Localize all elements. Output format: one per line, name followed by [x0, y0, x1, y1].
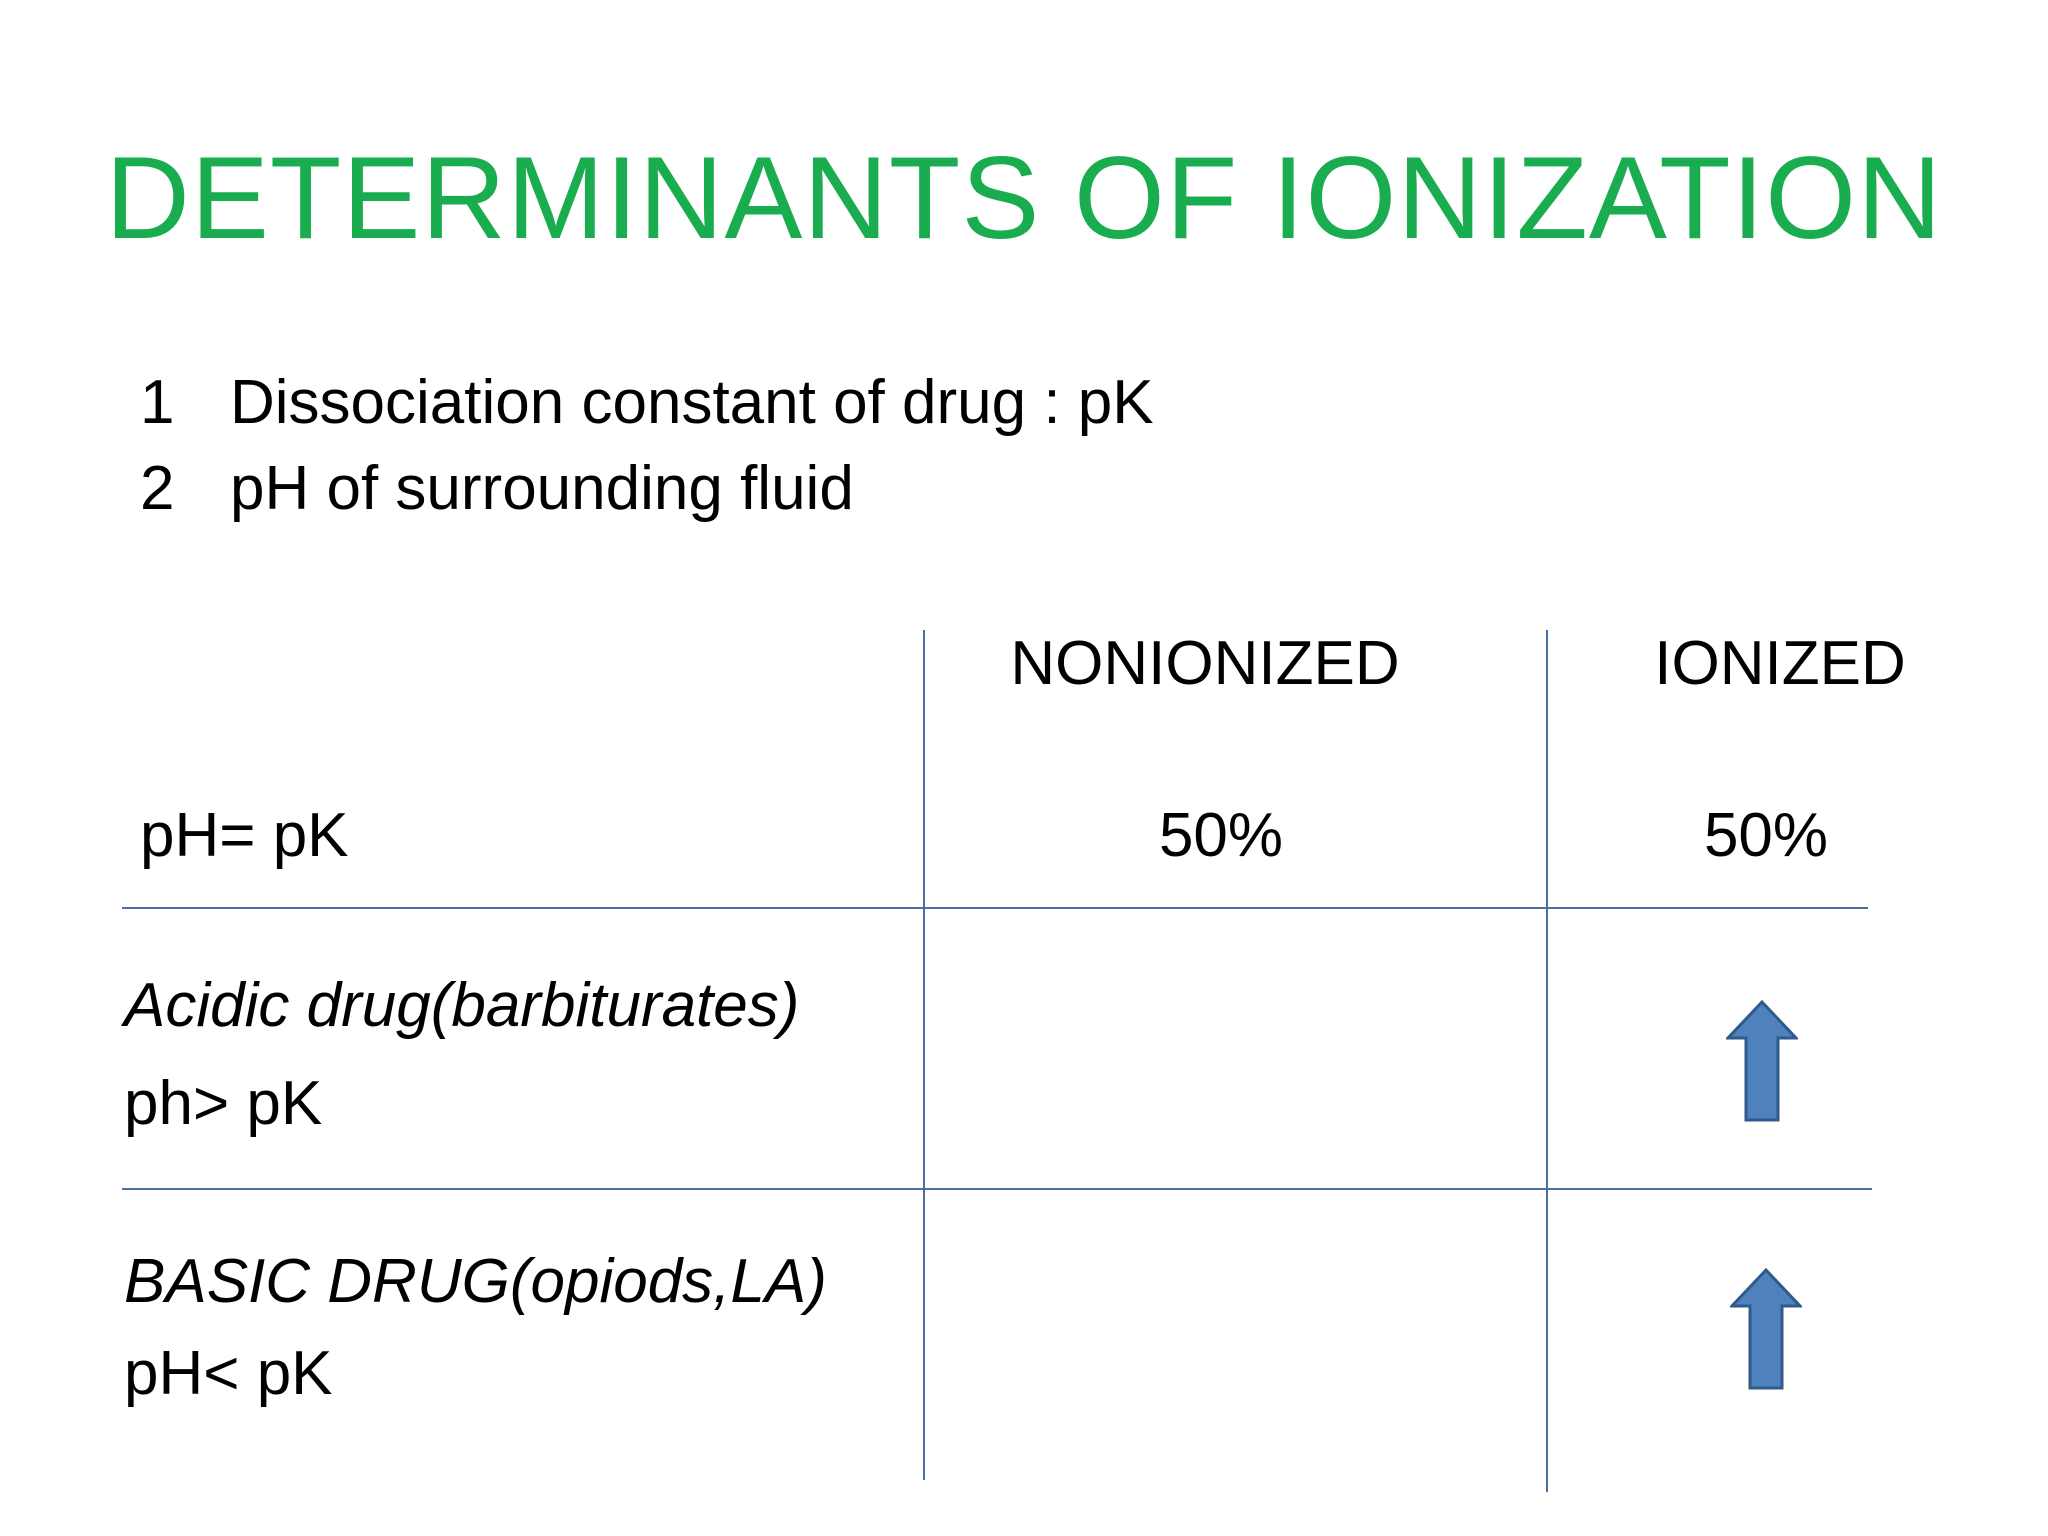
row-acidic-condition: ph> pK: [124, 1069, 323, 1138]
list-item: [140, 360, 1154, 446]
up-arrow-icon: [1730, 1268, 1802, 1390]
horizontal-divider-1: [122, 907, 1868, 909]
horizontal-divider-2: [122, 1188, 1872, 1190]
list-item-text: Dissociation constant of drug : pK: [230, 368, 1154, 437]
vertical-divider-2: [1546, 630, 1548, 1492]
row-basic-condition: pH< pK: [124, 1339, 333, 1408]
header-nonionized: NONIONIZED: [1010, 629, 1400, 698]
row-equal-nonionized-value: 50%: [1158, 801, 1284, 870]
header-ionized: IONIZED: [1654, 629, 1906, 698]
slide-title: DETERMINANTS OF IONIZATION: [105, 132, 1943, 263]
list-item-number: 1: [140, 368, 175, 437]
list-item-text: pH of surrounding fluid: [230, 454, 854, 523]
row-acidic-drug: Acidic drug(barbiturates): [124, 971, 800, 1040]
list-item: [140, 446, 1154, 532]
row-equal-ionized-value: 50%: [1703, 801, 1829, 870]
row-equal-label: pH= pK: [140, 801, 349, 870]
list-item-number: 2: [140, 454, 175, 523]
vertical-divider-1: [923, 630, 925, 1480]
row-basic-drug: BASIC DRUG(opiods,LA): [124, 1247, 827, 1316]
up-arrow-icon: [1726, 1000, 1798, 1122]
determinants-list: [140, 360, 1154, 532]
